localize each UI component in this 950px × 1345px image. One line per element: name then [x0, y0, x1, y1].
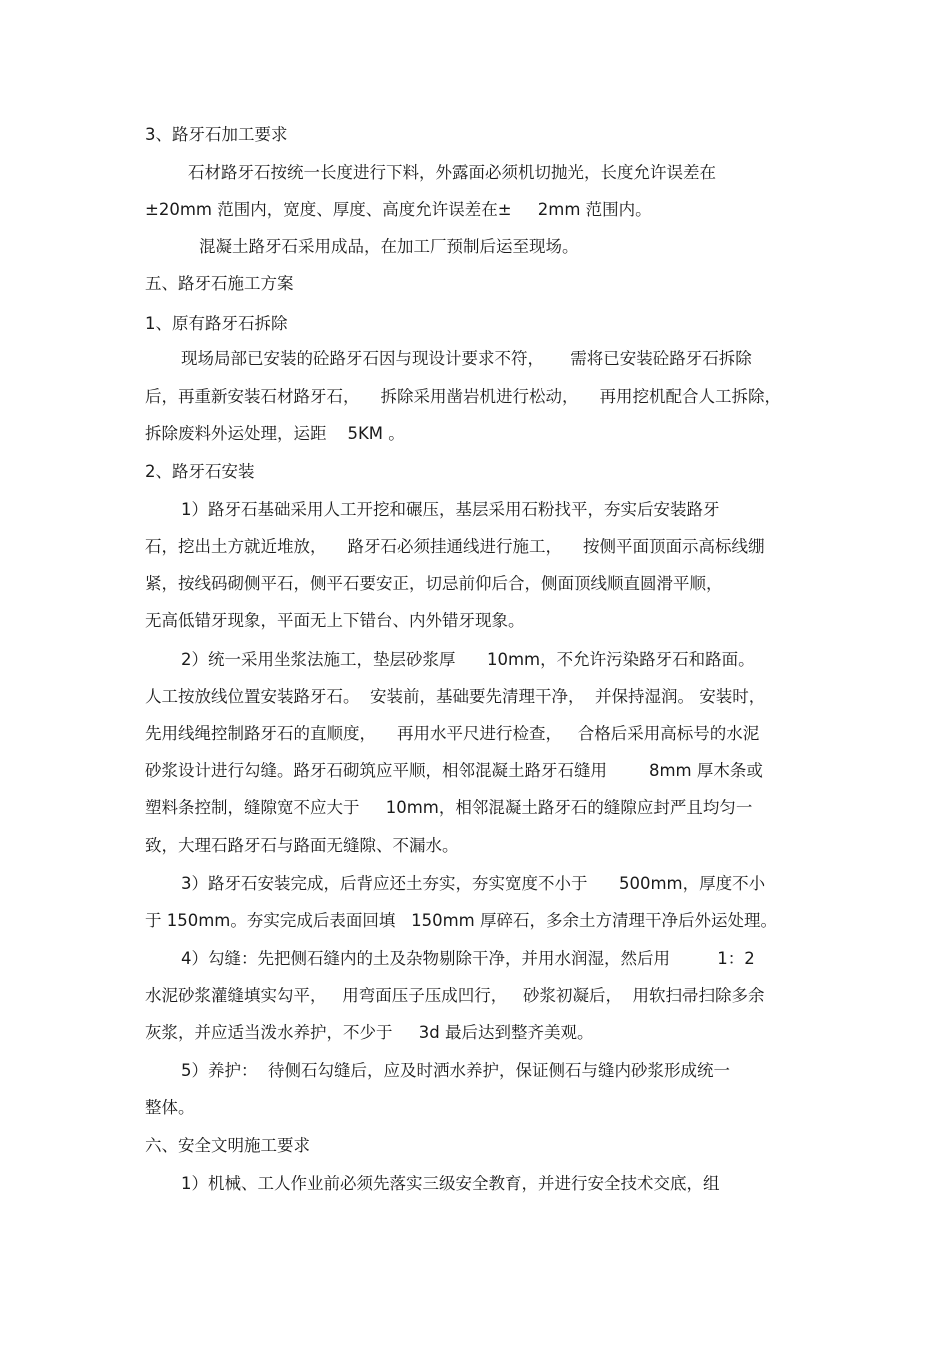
paragraph-line: 整体。: [145, 1098, 195, 1117]
paragraph-line: 2）统一采用坐浆法施工，垫层砂浆厚 10mm，不允许污染路牙石和路面。: [181, 650, 755, 669]
paragraph-line: 现场局部已安装的砼路牙石因与现设计要求不符， 需将已安装砼路牙石拆除: [181, 349, 752, 368]
heading-curb-processing: 3、路牙石加工要求: [145, 125, 288, 144]
paragraph-line: 后，再重新安装石材路牙石， 拆除采用凿岩机进行松动， 再用挖机配合人工拆除，: [145, 387, 781, 406]
heading-section-six: 六、安全文明施工要求: [145, 1136, 310, 1155]
paragraph-line: 紧，按线码砌侧平石，侧平石要安正，切忌前仰后合，侧面顶线顺直圆滑平顺，: [145, 574, 723, 593]
paragraph-line: 致，大理石路牙石与路面无缝隙、不漏水。: [145, 836, 459, 855]
paragraph-line: 石，挖出土方就近堆放， 路牙石必须挂通线进行施工， 按侧平面顶面示高标线绷: [145, 537, 765, 556]
heading-curb-removal: 1、原有路牙石拆除: [145, 314, 288, 333]
paragraph-line: 1）路牙石基础采用人工开挖和碾压，基层采用石粉找平，夯实后安装路牙: [181, 500, 720, 519]
paragraph-line: 砂浆设计进行勾缝。路牙石砌筑应平顺，相邻混凝土路牙石缝用 8mm 厚木条或: [145, 761, 763, 780]
paragraph-line: 灰浆，并应适当泼水养护，不少于 3d 最后达到整齐美观。: [145, 1023, 594, 1042]
paragraph-line: 4）勾缝：先把侧石缝内的土及杂物剔除干净，并用水润湿，然后用 1：2: [181, 949, 755, 968]
heading-section-five: 五、路牙石施工方案: [145, 274, 294, 293]
paragraph-line: 3）路牙石安装完成，后背应还土夯实，夯实宽度不小于 500mm，厚度不小: [181, 874, 766, 893]
paragraph-line: 于 150mm。夯实完成后表面回填 150mm 厚碎石，多余土方清理干净后外运处理。: [145, 911, 778, 930]
paragraph-line: 塑料条控制，缝隙宽不应大于 10mm，相邻混凝土路牙石的缝隙应封严且均匀一: [145, 798, 753, 817]
paragraph-line: 水泥砂浆灌缝填实勾平， 用弯面压子压成凹行， 砂浆初凝后， 用软扫帚扫除多余: [145, 986, 765, 1005]
heading-curb-install: 2、路牙石安装: [145, 462, 255, 481]
paragraph-line: 1）机械、工人作业前必须先落实三级安全教育，并进行安全技术交底，组: [181, 1174, 720, 1193]
paragraph-line: 拆除废料外运处理，运距 5KM 。: [145, 424, 405, 443]
paragraph-line: 人工按放线位置安装路牙石。 安装前，基础要先清理干净， 并保持湿润。 安装时，: [145, 687, 766, 706]
paragraph-line: 石材路牙石按统一长度进行下料，外露面必须机切抛光，长度允许误差在: [188, 163, 716, 182]
paragraph-line: 混凝土路牙石采用成品，在加工厂预制后运至现场。: [199, 237, 579, 256]
paragraph-line: 先用线绳控制路牙石的直顺度， 再用水平尺进行检查， 合格后采用高标号的水泥: [145, 724, 760, 743]
paragraph-line: 无高低错牙现象，平面无上下错台、内外错牙现象。: [145, 611, 525, 630]
paragraph-line: ±20mm 范围内，宽度、厚度、高度允许误差在± 2mm 范围内。: [145, 200, 652, 219]
paragraph-line: 5）养护： 待侧石勾缝后，应及时洒水养护，保证侧石与缝内砂浆形成统一: [181, 1061, 730, 1080]
